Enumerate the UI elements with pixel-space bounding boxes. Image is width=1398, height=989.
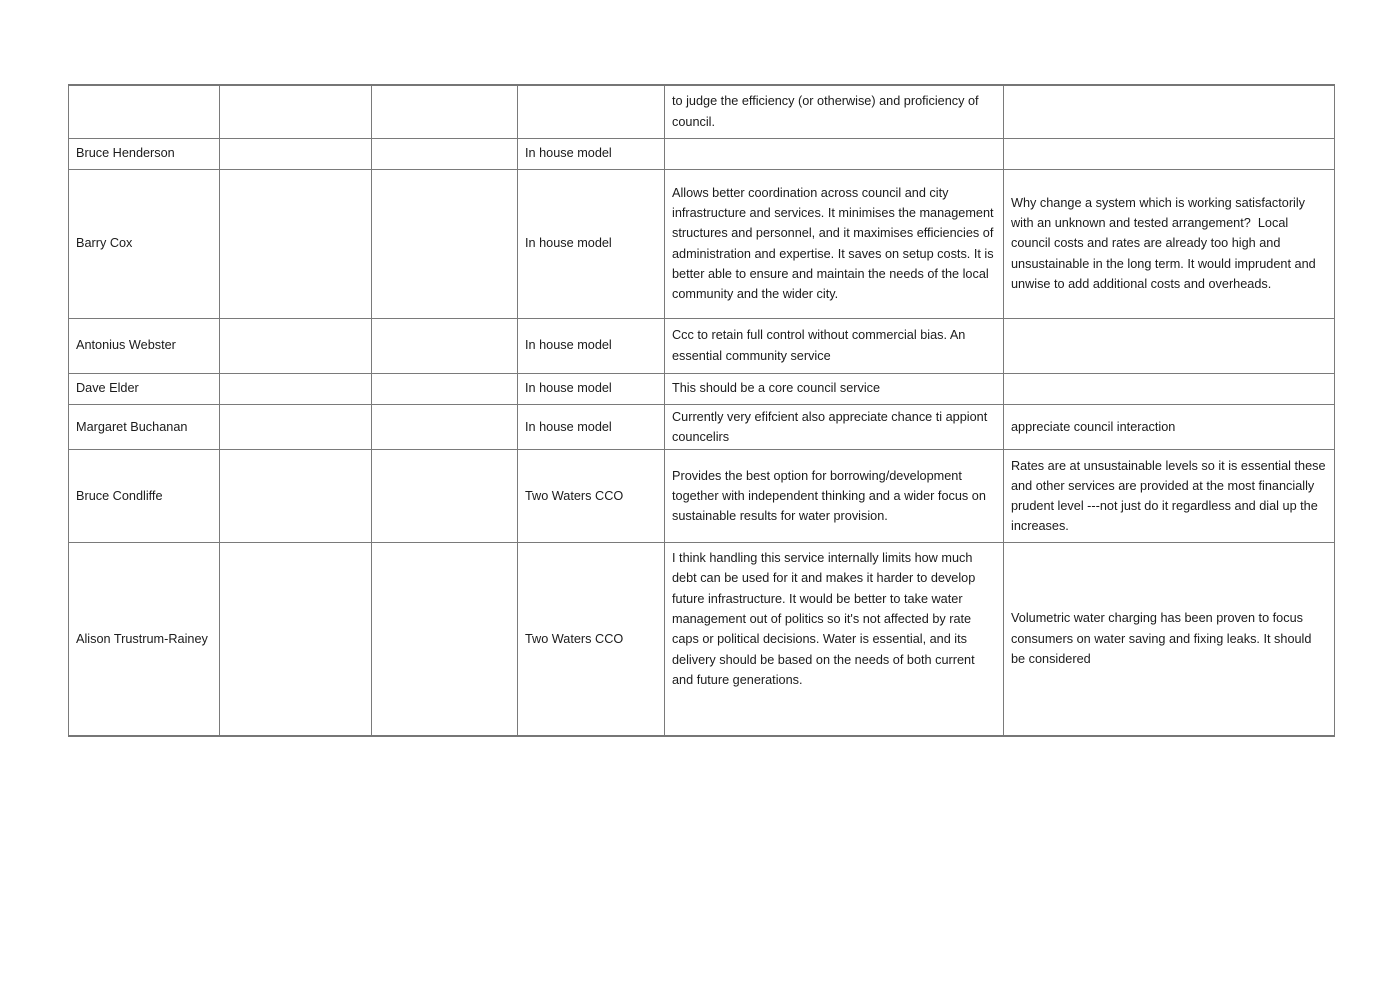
cell-respondent-name: Margaret Buchanan: [69, 404, 220, 450]
cell-empty: [372, 543, 518, 736]
table-row: [69, 404, 1335, 450]
cell-empty: [220, 373, 372, 404]
cell-empty: [372, 85, 518, 138]
cell-empty: [372, 404, 518, 450]
cell-empty: [220, 318, 372, 373]
cell-additional-comment: appreciate council interaction: [1004, 404, 1335, 450]
cell-respondent-name: Barry Cox: [69, 169, 220, 318]
cell-empty: [372, 138, 518, 169]
cell-preferred-model: In house model: [518, 169, 665, 318]
table-row: [69, 85, 1335, 138]
cell-comment: I think handling this service internally limits how much debt can be used for it and makes it harder to develop future infrastructure. It would be better to take water management out of politics so it's not affected by rate caps or political decisions. Water is essential, and its delivery should be based on the needs of both current and future generations.: [665, 543, 1004, 736]
cell-empty: [220, 404, 372, 450]
table-row: [69, 450, 1335, 543]
cell-respondent-name: Dave Elder: [69, 373, 220, 404]
cell-comment: Currently very efifcient also appreciate chance ti appiont councelirs: [665, 404, 1004, 450]
cell-empty: [372, 169, 518, 318]
table-row: [69, 318, 1335, 373]
cell-additional-comment: Volumetric water charging has been proven to focus consumers on water saving and fixing leaks. It should be considered: [1004, 543, 1335, 736]
table-row: [69, 543, 1335, 736]
cell-comment: Provides the best option for borrowing/development together with independent thinking and a wider focus on sustainable results for water provision.: [665, 450, 1004, 543]
cell-additional-comment: [1004, 318, 1335, 373]
cell-respondent-name: Bruce Henderson: [69, 138, 220, 169]
cell-empty: [220, 85, 372, 138]
cell-respondent-name: [69, 85, 220, 138]
cell-additional-comment: [1004, 373, 1335, 404]
cell-empty: [372, 450, 518, 543]
cell-preferred-model: Two Waters CCO: [518, 543, 665, 736]
cell-comment: [665, 138, 1004, 169]
cell-additional-comment: [1004, 85, 1335, 138]
cell-empty: [372, 318, 518, 373]
table-row: [69, 138, 1335, 169]
cell-comment: Allows better coordination across council and city infrastructure and services. It minimises the management structures and personnel, and it maximises efficiencies of administration and expertise. It saves on setup costs. It is better able to ensure and maintain the needs of the local community and the wider city.: [665, 169, 1004, 318]
table-row: [69, 169, 1335, 318]
cell-comment: to judge the efficiency (or otherwise) and proficiency of council.: [665, 85, 1004, 138]
cell-additional-comment: [1004, 138, 1335, 169]
submissions-table: [68, 84, 1335, 737]
cell-comment: This should be a core council service: [665, 373, 1004, 404]
cell-preferred-model: In house model: [518, 404, 665, 450]
cell-preferred-model: In house model: [518, 318, 665, 373]
cell-additional-comment: Rates are at unsustainable levels so it is essential these and other services are provided at the most financially prudent level ---not just do it regardless and dial up the increases.: [1004, 450, 1335, 543]
cell-respondent-name: Antonius Webster: [69, 318, 220, 373]
cell-preferred-model: In house model: [518, 138, 665, 169]
cell-comment: Ccc to retain full control without commercial bias. An essential community service: [665, 318, 1004, 373]
cell-empty: [220, 450, 372, 543]
cell-preferred-model: Two Waters CCO: [518, 450, 665, 543]
cell-additional-comment: Why change a system which is working satisfactorily with an unknown and tested arrangement? Local council costs and rates are already too high and unsustainable in the long term. It would imprudent and unwise to add additional costs and overheads.: [1004, 169, 1335, 318]
cell-respondent-name: Alison Trustrum-Rainey: [69, 543, 220, 736]
table-row: [69, 373, 1335, 404]
cell-empty: [220, 138, 372, 169]
cell-empty: [220, 169, 372, 318]
cell-preferred-model: [518, 85, 665, 138]
cell-empty: [372, 373, 518, 404]
cell-respondent-name: Bruce Condliffe: [69, 450, 220, 543]
cell-preferred-model: In house model: [518, 373, 665, 404]
cell-empty: [220, 543, 372, 736]
